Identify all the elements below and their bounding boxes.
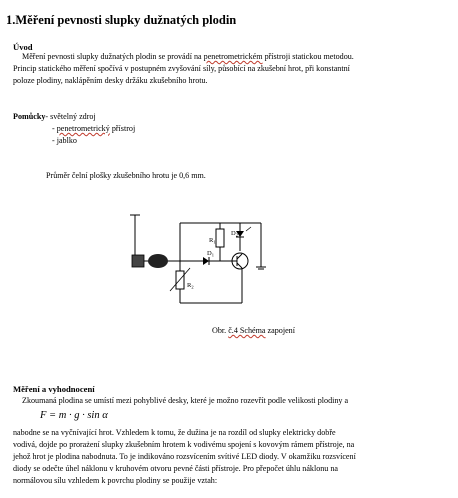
diode-d1-icon: [203, 257, 209, 265]
led-emission-icon: [246, 227, 251, 231]
force-formula: F = m · g · sin α: [40, 410, 108, 421]
transistor-collector: [237, 254, 242, 259]
label-r2: $R_2$: [187, 282, 194, 290]
label-r1: $R_1$: [209, 237, 216, 245]
measurement-line-2: nabodne se na vyčnívající hrot. Vzhledem k tomu, že dužina je na rozdíl od slupky elektricky dobře: [13, 428, 336, 437]
intro-line-2: Princip statického měření spočívá v postupném zvyšování síly, působící na zkušební hrot, při konstantní: [13, 64, 350, 73]
intro-line-3: poloze plodiny, naklápěním desky držáku zkušebního hrotu.: [13, 76, 208, 85]
fruit-sample-icon: [148, 254, 168, 268]
measurement-line-1: Zkoumaná plodina se umístí mezi pohyblivé desky, které je možno rozevřít podle velikosti plodiny a: [22, 396, 349, 405]
label-d1: $D_1$: [207, 250, 214, 258]
transistor-emitter: [237, 263, 242, 268]
document-title: 1.Měření pevnosti slupky dužnatých plodin: [6, 13, 237, 27]
measurement-line-3: vodivá, dojde po prorażení slupky zkušebním hrotem k vodivému spojení s kovovým rámem přístroje, na: [13, 440, 355, 449]
tools-line-1: [13, 111, 96, 123]
measurement-heading: Měření a vyhodnocení: [13, 384, 95, 394]
figure-caption: [212, 325, 295, 337]
intro-heading: Úvod: [13, 42, 33, 52]
caption-prefix: Obr.: [212, 326, 227, 335]
tools-item-1: - světelný zdroj: [45, 112, 96, 121]
tools-item-2-prefix: -: [52, 124, 55, 133]
power-block: [132, 255, 144, 267]
tools-heading: Pomůcky: [13, 112, 46, 121]
tools-item-2: [52, 123, 135, 135]
spellcheck-word: č.4 Schéma: [228, 326, 266, 335]
resistor-r1-icon: [216, 229, 224, 247]
circuit-schematic: [125, 205, 285, 315]
spellcheck-word: penetrometrickém: [203, 52, 263, 61]
tools-item-3: - jablko: [52, 136, 77, 145]
spellcheck-word: penetrometrický: [56, 124, 110, 133]
tools-item-2-suffix: přístroj: [111, 124, 136, 133]
label-d2: $D_2$: [231, 230, 238, 238]
intro-line-1-text-a: Měření pevnosti slupky dužnatých plodin se provádí na: [22, 52, 202, 61]
intro-line-1: [22, 51, 354, 63]
intro-line-1-text-b: přístroji statickou metodou.: [264, 52, 354, 61]
measurement-line-5: diody se odečte úhel náklonu v kruhovém otvoru pevné části přístroje. Pro přepočet úhlu náklonu na: [13, 464, 339, 473]
measurement-line-4: jehož hrot je plodina nabodnuta. To je indikováno rozsvícením svítivé LED diody. V okamžiku rozsvícení: [13, 452, 356, 461]
measurement-line-6: normálovou sílu vzhledem k povrchu plodiny se použije vztah:: [13, 476, 218, 485]
diameter-text: Průměr čelní plošky zkušebního hrotu je 0,6 mm.: [46, 171, 206, 180]
caption-suffix: zapojení: [267, 326, 295, 335]
